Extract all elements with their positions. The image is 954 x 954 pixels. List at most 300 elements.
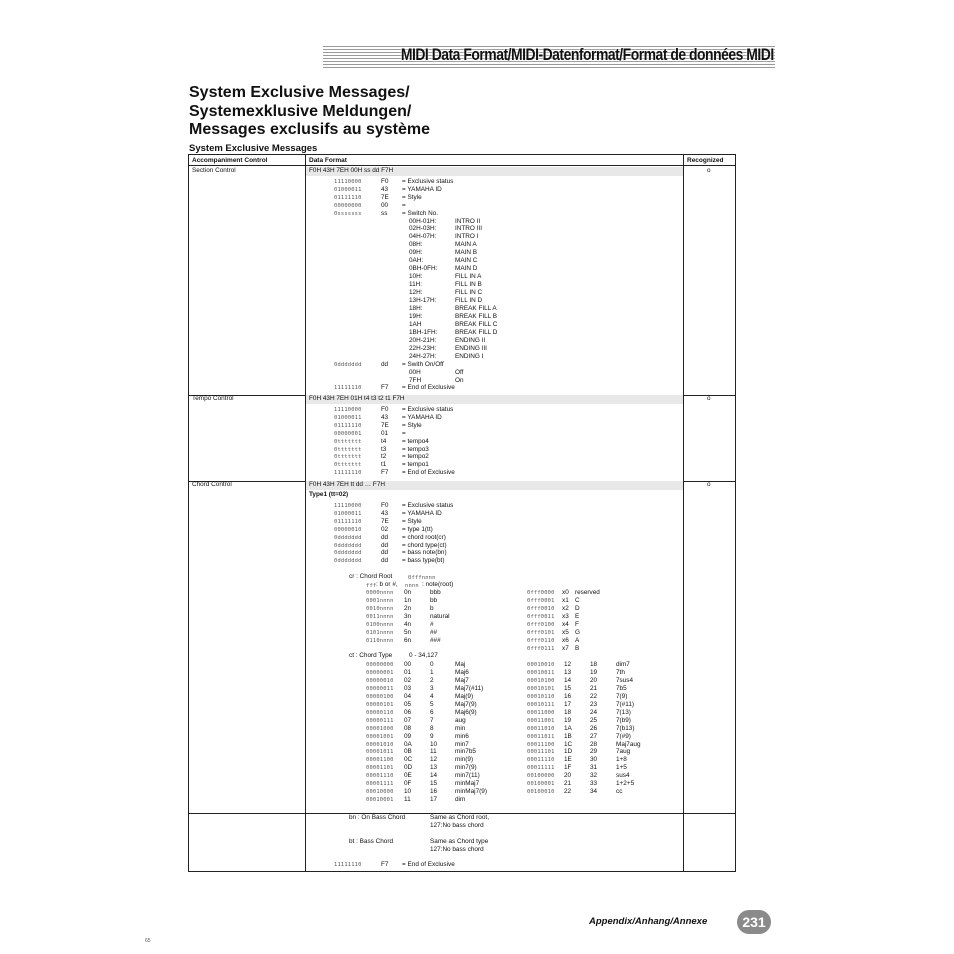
section-title: System Exclusive Messages <box>189 143 318 154</box>
ct-name: min6 <box>455 732 469 740</box>
ct-hex: 14 <box>564 676 572 684</box>
cr-note: D <box>575 605 580 612</box>
ct-name: 7(9) <box>616 692 628 700</box>
binary-value: 0ttttttt <box>334 438 362 445</box>
description: = Exclusive status <box>402 178 454 185</box>
ct-binary: 00001110 <box>366 773 394 780</box>
cr-note: F <box>575 621 579 628</box>
ct-binary: 00011101 <box>527 749 555 756</box>
description: = Exclusive status <box>402 502 454 509</box>
ct-name: Maj7(#11) <box>455 684 484 692</box>
ct-dec: 34 <box>590 788 598 796</box>
header-recognized: Recognized <box>687 157 724 164</box>
hex-value: F0 <box>381 178 389 185</box>
ct-name: Maj <box>455 661 466 668</box>
ct-dec: 7 <box>430 716 434 724</box>
switch-name: BREAK FILL C <box>455 320 498 328</box>
ct-binary: 00001000 <box>366 725 394 732</box>
ct-dec: 2 <box>430 676 434 684</box>
ct-hex: 07 <box>404 716 412 724</box>
ct-hex: 0F <box>404 780 412 788</box>
recognized-mark: o <box>707 395 711 402</box>
binary-value: 01111110 <box>334 422 362 429</box>
ct-hex: 18 <box>564 708 572 716</box>
cr-name: natural <box>430 613 450 620</box>
cr-note: A <box>575 637 580 644</box>
cr-note: C <box>575 597 580 604</box>
ct-name: Maj7(9) <box>455 700 477 708</box>
description: = End of Exclusive <box>402 469 455 477</box>
ct-name: min7(11) <box>455 772 480 780</box>
binary-value: 0ttttttt <box>334 462 362 469</box>
switch-range: 19H: <box>409 312 423 320</box>
ct-name: 7b5 <box>616 684 627 692</box>
cr-hex: 2n <box>404 605 412 612</box>
ct-hex: 11 <box>404 796 411 804</box>
ct-dec: 16 <box>430 788 438 796</box>
cr-binary: 0fff0110 <box>527 638 555 644</box>
ct-dec: 1 <box>430 668 434 676</box>
switch-range: 00H-01H: <box>409 217 437 225</box>
switch-name: BREAK FILL B <box>455 312 498 320</box>
fff-text: : b or #, <box>376 581 398 588</box>
cr-binary: 0110nnnn <box>366 638 394 644</box>
ct-dec: 30 <box>590 756 598 764</box>
switch-range: 20H-21H: <box>409 336 437 344</box>
cr-name: # <box>430 621 434 628</box>
switch-range: 10H: <box>409 273 423 281</box>
recognized-mark: o <box>707 167 711 174</box>
ct-name: Maj7 <box>455 676 469 684</box>
description: = End of Exclusive <box>402 384 455 391</box>
header-divider <box>189 165 735 166</box>
page-header-title: MIDI Data Format/MIDI-Datenformat/Format de données MIDI <box>401 45 774 64</box>
ct-name: min <box>455 724 466 732</box>
switch-name: FILL IN D <box>455 297 483 304</box>
ct-hex: 02 <box>404 676 412 684</box>
ct-name: Maj7aug <box>616 740 641 748</box>
ct-hex: 0B <box>404 748 412 756</box>
switch-range: 12H: <box>409 289 423 297</box>
ct-dec: 15 <box>430 780 438 788</box>
hex-value: F0 <box>381 406 389 413</box>
bass-type-text: 127:No bass chord <box>430 846 484 853</box>
binary-value: 0ddddddd <box>334 362 362 368</box>
ct-hex: 1A <box>564 724 572 732</box>
ct-name: 7(b9) <box>616 716 631 724</box>
ct-binary: 00000101 <box>366 701 394 708</box>
title-line-1: System Exclusive Messages/ <box>189 84 410 101</box>
switch-range: 0AH: <box>409 257 424 265</box>
binary-value: 0ddddddd <box>334 558 362 565</box>
ct-dec: 28 <box>590 740 598 748</box>
ct-binary: 00010011 <box>527 669 555 676</box>
ct-name: 7(#11) <box>616 700 634 708</box>
ct-dec: 4 <box>430 692 434 700</box>
description: = End of Exclusive <box>402 861 455 868</box>
ct-binary: 00000110 <box>366 709 394 716</box>
switch-name: INTRO I <box>455 233 479 241</box>
title-line-3: Messages exclusifs au système <box>189 121 431 138</box>
ct-name: minMaj7(9) <box>455 788 487 796</box>
switch-name: BREAK FILL A <box>455 304 497 312</box>
ct-binary: 00000001 <box>366 669 394 676</box>
switch-name: FILL IN A <box>455 273 482 281</box>
binary-value: 00000000 <box>334 203 362 209</box>
ct-dec: 14 <box>430 772 438 780</box>
hex-value: 7E <box>381 517 389 525</box>
cr-name: ## <box>430 629 438 636</box>
ct-hex: 0A <box>404 740 412 748</box>
ct-name: cc <box>616 788 623 796</box>
ct-binary: 00000010 <box>366 677 394 684</box>
hex-value: ss <box>381 210 388 217</box>
binary-value: 11110000 <box>334 407 362 413</box>
switch-range: 24H-27H: <box>409 352 437 360</box>
ct-binary: 00000000 <box>366 662 394 668</box>
ct-dec: 18 <box>590 661 598 668</box>
ct-dec: 31 <box>590 764 598 772</box>
binary-value: 00000001 <box>334 430 362 437</box>
ct-hex: 13 <box>564 668 572 676</box>
switch-name: INTRO III <box>455 225 482 233</box>
ct-dec: 12 <box>430 756 438 764</box>
binary-value: 01000011 <box>334 187 362 193</box>
ct-dec: 5 <box>430 700 434 708</box>
hex-value: dd <box>381 549 389 557</box>
recognized-mark: o <box>707 481 711 488</box>
ct-name: Maj6(9) <box>455 708 477 716</box>
ct-hex: 21 <box>564 780 572 788</box>
ct-binary: 00001001 <box>366 733 394 740</box>
switch-range: 11H: <box>409 281 423 289</box>
ct-binary: 00011111 <box>527 765 555 772</box>
ct-dec: 9 <box>430 732 434 740</box>
ct-binary: 00100000 <box>527 773 555 780</box>
cr-binary: 0001nnnn <box>366 598 394 604</box>
ct-dec: 17 <box>430 796 438 804</box>
cr-name: b <box>430 605 434 612</box>
cr-hex: x2 <box>562 605 569 612</box>
ct-binary: 00010110 <box>527 693 555 700</box>
ct-hex: 00 <box>404 661 412 668</box>
ct-hex: 06 <box>404 708 412 716</box>
ct-name: 7(#9) <box>616 732 631 740</box>
ct-dec: 26 <box>590 724 598 732</box>
description: = Style <box>402 194 422 201</box>
ct-hex: 0D <box>404 764 413 772</box>
ct-name: 7(13) <box>616 708 631 716</box>
hex-value: t3 <box>381 445 387 453</box>
binary-value: 0ddddddd <box>334 550 362 557</box>
ct-hex: 0C <box>404 756 413 764</box>
switch-name: MAIN A <box>455 241 477 249</box>
ct-hex: 09 <box>404 732 412 740</box>
binary-value: 01111110 <box>334 195 362 201</box>
ct-hex: 15 <box>564 684 572 692</box>
hex-value: 43 <box>381 186 389 193</box>
switch-range: 22H-23H: <box>409 344 437 352</box>
description: = YAMAHA ID <box>402 186 442 193</box>
ct-dec: 29 <box>590 748 598 756</box>
cr-binary: 0fff0111 <box>527 646 555 652</box>
cr-note: reserved <box>575 589 600 596</box>
page-number: 231 <box>737 910 771 934</box>
ct-name: 7aug <box>616 748 631 756</box>
bass-note-text: 127:No bass chord <box>430 822 484 829</box>
binary-value: 01000011 <box>334 414 362 421</box>
description: = <box>402 429 406 437</box>
cr-note: G <box>575 629 580 636</box>
ct-binary: 00011010 <box>527 725 555 732</box>
cr-hex: 4n <box>404 621 412 628</box>
ct-dec: 27 <box>590 732 598 740</box>
cr-hex: x4 <box>562 621 569 628</box>
ct-hex: 0E <box>404 772 412 780</box>
hex-value: t4 <box>381 437 387 445</box>
switch-name: MAIN C <box>455 257 478 265</box>
ct-name: minMaj7 <box>455 780 480 788</box>
ct-binary: 00010100 <box>527 677 555 684</box>
ct-dec: 32 <box>590 772 598 780</box>
nnnn-bits: nnnn <box>405 583 419 589</box>
switch-name: ENDING III <box>455 344 487 352</box>
description: = Style <box>402 421 422 429</box>
ct-name: 1+5 <box>616 764 627 772</box>
ct-binary: 00001011 <box>366 749 394 756</box>
bass-note-text: Same as Chord root, <box>430 814 489 821</box>
ct-dec: 13 <box>430 764 438 772</box>
ct-binary: 00010001 <box>366 797 394 804</box>
ct-hex: 20 <box>564 772 572 780</box>
cr-hex: 3n <box>404 613 412 620</box>
ct-hex: 16 <box>564 692 572 700</box>
cr-hex: x5 <box>562 629 569 636</box>
ct-binary: 00001100 <box>366 757 394 764</box>
hex-value: t2 <box>381 453 387 461</box>
binary-value: 0ttttttt <box>334 454 362 461</box>
ct-dec: 0 <box>430 661 434 668</box>
description: = chord type(ct) <box>402 541 447 549</box>
binary-value: 11110000 <box>334 503 362 509</box>
ct-binary: 00011100 <box>527 741 555 748</box>
cr-binary: 0fff0101 <box>527 630 555 636</box>
ct-hex: 1F <box>564 764 572 772</box>
ct-name: sus4 <box>616 772 630 780</box>
row-label-section-control: Section Control <box>192 167 236 174</box>
ct-dec: 19 <box>590 668 598 676</box>
ct-hex: 01 <box>404 668 412 676</box>
switch-range: 18H: <box>409 304 423 312</box>
hex-value: 00 <box>381 202 389 209</box>
description: = <box>402 202 406 209</box>
header-accompaniment: Accompaniment Control <box>192 157 268 164</box>
ct-binary: 00010101 <box>527 685 555 692</box>
row-label-chord-control: Chord Control <box>192 481 232 488</box>
description: = Swith On/Off <box>402 361 444 368</box>
cr-binary: 0010nnnn <box>366 606 394 612</box>
switch-range: 04H-07H: <box>409 233 437 241</box>
description: = tempo3 <box>402 445 429 453</box>
hex-value: dd <box>381 361 389 368</box>
description: = tempo2 <box>402 453 429 461</box>
binary-value: 11111110 <box>334 470 362 477</box>
ct-name: dim7 <box>616 661 630 668</box>
ct-name: min(9) <box>455 756 474 764</box>
ct-binary: 00010000 <box>366 789 394 796</box>
ct-hex: 19 <box>564 716 572 724</box>
switch-name: ENDING II <box>455 336 486 344</box>
ct-dec: 11 <box>430 748 437 756</box>
hex-value: 43 <box>381 509 389 517</box>
cr-name: ### <box>430 637 441 644</box>
ct-hex: 10 <box>404 788 412 796</box>
cr-note: E <box>575 613 580 620</box>
switch-range: 13H-17H: <box>409 297 437 304</box>
ct-dec: 21 <box>590 684 598 692</box>
hex-value: dd <box>381 557 389 565</box>
row-label-tempo-control: Tempo Control <box>192 395 234 402</box>
cr-hex: 1n <box>404 597 412 604</box>
cr-binary: 0fff0001 <box>527 598 555 604</box>
binary-value: 00000010 <box>334 526 362 533</box>
hex-value: F0 <box>381 502 389 509</box>
switch-name: FILL IN B <box>455 281 482 289</box>
cr-hex: x6 <box>562 637 569 644</box>
description: = tempo4 <box>402 437 429 445</box>
print-page-number: 65 <box>145 938 151 944</box>
type-label: Type1 (tt=02) <box>309 491 349 498</box>
switch-range: 08H: <box>409 241 423 249</box>
binary-value: 11111110 <box>334 862 362 868</box>
ct-dec: 23 <box>590 700 598 708</box>
ct-dec: 10 <box>430 740 438 748</box>
ct-binary: 00000011 <box>366 685 394 692</box>
ct-hex: 03 <box>404 684 412 692</box>
hex-value: F7 <box>381 469 389 477</box>
switch-name: MAIN D <box>455 265 478 273</box>
ct-dec: 25 <box>590 716 598 724</box>
ct-binary: 00000100 <box>366 693 394 700</box>
cr-hex: 5n <box>404 629 412 636</box>
switch-name: BREAK FILL D <box>455 328 498 336</box>
hex-value: 43 <box>381 413 389 421</box>
ct-binary: 00001111 <box>366 781 394 788</box>
hex-value: 7E <box>381 421 389 429</box>
ct-name: 1+8 <box>616 756 627 764</box>
bass-note-label: bn : On Bass Chord <box>349 814 406 821</box>
ct-name: dim <box>455 796 466 804</box>
switch-range: 1BH-1FH: <box>409 328 438 336</box>
ct-hex: 1B <box>564 732 572 740</box>
description: = Style <box>402 517 422 525</box>
description: = chord root(cr) <box>402 533 446 541</box>
binary-value: 0ttttttt <box>334 446 362 453</box>
binary-value: 0ddddddd <box>334 542 362 549</box>
column-divider-1 <box>305 155 306 871</box>
binary-value: 0sssssss <box>334 211 362 217</box>
cr-binary: 0011nnnn <box>366 614 394 620</box>
chord-type-label: ct : Chord Type <box>349 652 393 659</box>
cr-hex: x0 <box>562 589 569 596</box>
description: = YAMAHA ID <box>402 413 442 421</box>
cr-name: bb <box>430 597 438 604</box>
description: = Switch No. <box>402 210 439 217</box>
ct-hex: 08 <box>404 724 412 732</box>
onoff-label: On <box>455 377 464 384</box>
title-line-2: Systemexklusive Meldungen/ <box>189 102 412 120</box>
binary-value: 0ddddddd <box>334 534 362 541</box>
onoff-value: 00H <box>409 369 421 376</box>
switch-name: INTRO II <box>455 217 481 225</box>
ct-binary: 00100010 <box>527 789 555 796</box>
ct-hex: 17 <box>564 700 572 708</box>
bass-type-text: Same as Chord type <box>430 838 489 845</box>
ct-binary: 00010111 <box>527 701 555 708</box>
fff-bits: fff <box>366 583 377 589</box>
description: = bass note(bn) <box>402 549 447 557</box>
ct-hex: 1C <box>564 740 573 748</box>
switch-range: 1AH <box>409 320 422 328</box>
ct-binary: 00100001 <box>527 781 555 788</box>
format-chord-control: F0H 43H 7EH tt dd … F7H <box>309 481 386 488</box>
ct-name: 1+2+5 <box>616 780 635 788</box>
hex-value: 02 <box>381 525 389 533</box>
column-divider-2 <box>683 155 684 871</box>
hex-value: 7E <box>381 194 389 201</box>
switch-range: 09H: <box>409 249 423 257</box>
ct-binary: 00011001 <box>527 717 555 724</box>
hex-value: F7 <box>381 384 389 391</box>
ct-binary: 00001010 <box>366 741 394 748</box>
cr-hex: x3 <box>562 613 569 620</box>
ct-dec: 24 <box>590 708 598 716</box>
cr-name: bbb <box>430 589 441 596</box>
binary-value: 01000011 <box>334 510 362 517</box>
onoff-value: 7FH <box>409 377 422 384</box>
cr-binary: 0101nnnn <box>366 630 394 636</box>
ct-dec: 6 <box>430 708 434 716</box>
ct-hex: 04 <box>404 692 412 700</box>
ct-name: 7(b13) <box>616 724 635 732</box>
ct-hex: 22 <box>564 788 572 796</box>
ct-dec: 20 <box>590 676 598 684</box>
switch-range: 02H-03H: <box>409 225 437 233</box>
cr-hex: 0n <box>404 589 412 596</box>
description: = bass type(bt) <box>402 557 445 565</box>
cr-binary: 0fff0010 <box>527 606 555 612</box>
hex-value: t1 <box>381 461 387 469</box>
ct-binary: 00011011 <box>527 733 555 740</box>
cr-binary: 0fff0000 <box>527 590 555 596</box>
switch-range: 0BH-0FH: <box>409 265 438 273</box>
ct-hex: 1E <box>564 756 572 764</box>
chord-type-range: 0 - 34,127 <box>409 652 438 659</box>
ct-binary: 00010010 <box>527 662 555 668</box>
description: = Exclusive status <box>402 406 454 413</box>
description: = YAMAHA ID <box>402 509 442 517</box>
ct-binary: 00011110 <box>527 757 555 764</box>
ct-name: min7(9) <box>455 764 477 772</box>
switch-name: ENDING I <box>455 352 484 360</box>
ct-hex: 1D <box>564 748 573 756</box>
chord-root-bits: 0fffnnnn <box>408 575 436 581</box>
ct-dec: 3 <box>430 684 434 692</box>
ct-dec: 22 <box>590 692 598 700</box>
ct-name: 7th <box>616 668 625 676</box>
ct-dec: 33 <box>590 780 598 788</box>
ct-name: 7sus4 <box>616 676 634 684</box>
